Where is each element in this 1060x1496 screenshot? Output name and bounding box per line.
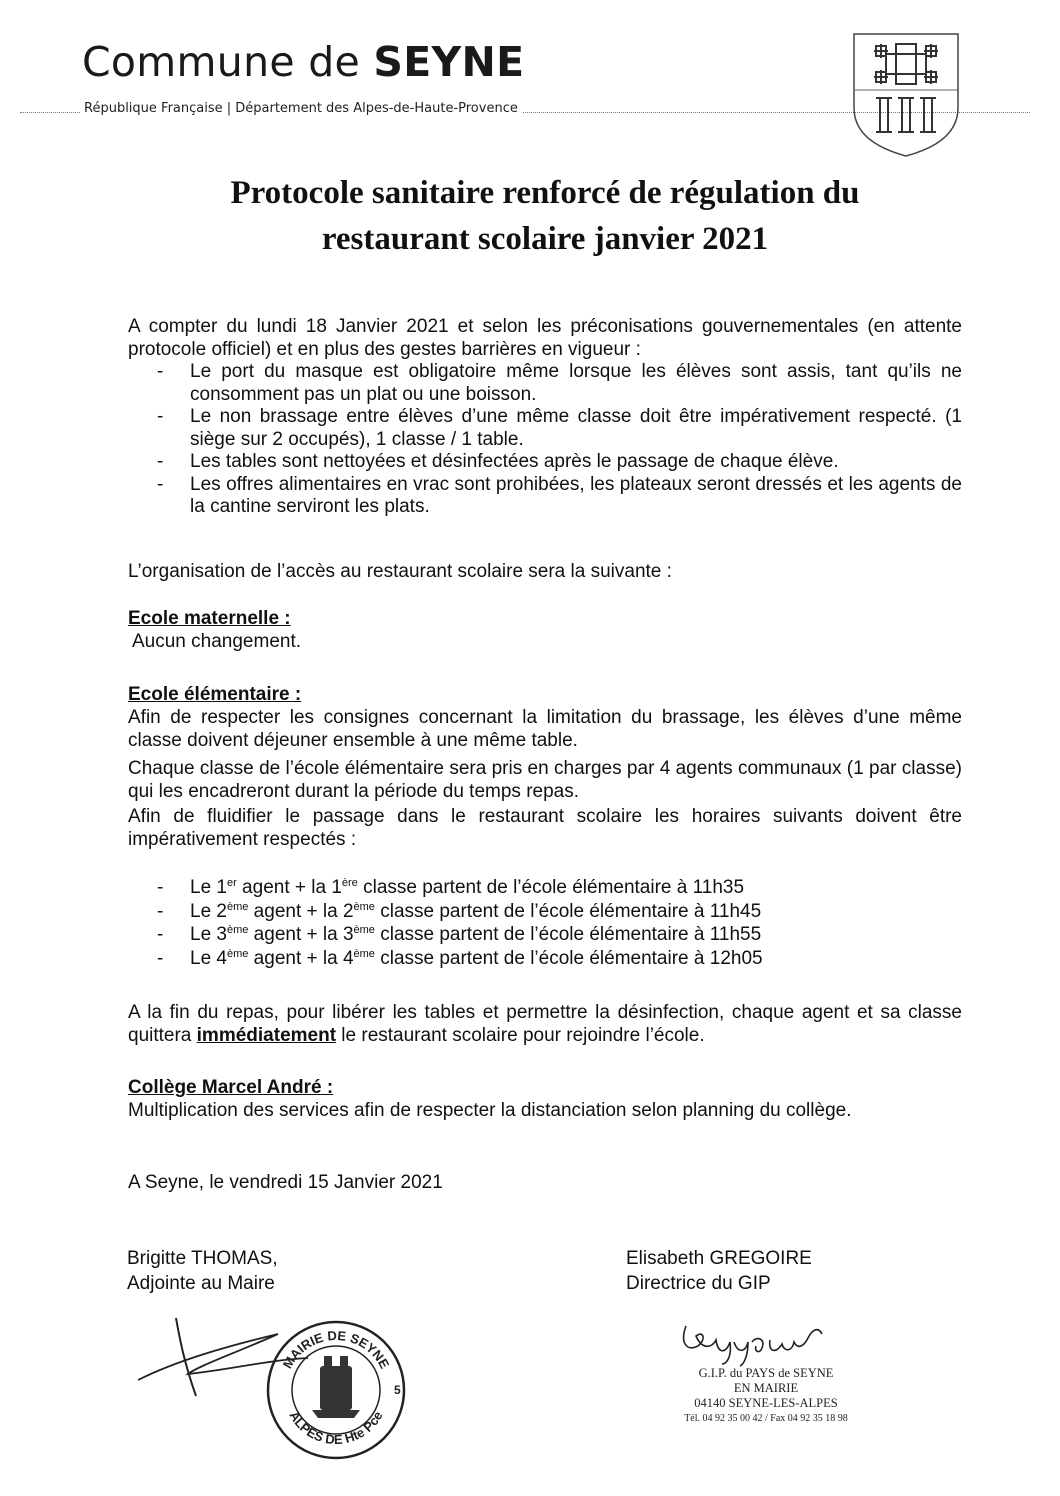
emphasis-immediatement: immédiatement [196, 1024, 337, 1046]
signatory-left [127, 1246, 278, 1296]
list-item: - Les offres alimentaires en vrac sont prohibées, les plateaux seront dressés et les agents de la cantine serviront les plats. [157, 474, 962, 519]
gip-stamp-line-4: Tél. 04 92 35 00 42 / Fax 04 92 35 18 98 [684, 1413, 848, 1424]
seal-top-text: MAIRIE DE SEYNE [279, 1327, 393, 1372]
signature-right-icon [676, 1312, 866, 1368]
mairie-seal-icon [264, 1318, 408, 1462]
gip-stamp-line-2: EN MAIRIE [733, 1381, 799, 1395]
intro-paragraph: A compter du lundi 18 Janvier 2021 et selon les préconisations gouvernementales (en attente protocole officiel) et en plus des gestes barrières en vigueur : [128, 316, 962, 360]
signatory-right-name: Elisabeth GREGOIRE [626, 1248, 812, 1269]
college-text: Multiplication des services afin de respecter la distanciation selon planning du collège. [128, 1100, 852, 1121]
measures-list [157, 361, 962, 519]
organisation-paragraph: L’organisation de l’accès au restaurant scolaire sera la suivante : [128, 561, 672, 582]
schedule-list [157, 876, 962, 970]
title-line-1: Protocole sanitaire renforcé de régulation du [230, 175, 860, 211]
gip-stamp-line-3: 04140 SEYNE-LES-ALPES [694, 1396, 838, 1410]
college-heading: Collège Marcel André : [128, 1077, 334, 1098]
seal-bottom-text: ALPES DE Hte Pce [286, 1408, 386, 1448]
header-subtitle: République Française | Département des Alpes-de-Haute-Provence [80, 101, 522, 116]
document-title [60, 170, 1030, 262]
elementaire-heading: Ecole élémentaire : [128, 684, 302, 705]
list-item: - Les tables sont nettoyées et désinfectées après le passage de chaque élève. [157, 451, 962, 474]
maternelle-heading: Ecole maternelle : [128, 608, 291, 629]
elementaire-paragraph-3: Afin de fluidifier le passage dans le restaurant scolaire les horaires suivants doivent être impérativement respectés : [128, 806, 962, 850]
date-line: A Seyne, le vendredi 15 Janvier 2021 [128, 1172, 443, 1193]
schedule-item: - Le 3ème agent + la 3ème classe partent de l’école élémentaire à 11h55 [157, 923, 962, 947]
gip-stamp [650, 1366, 882, 1426]
signatory-left-role: Adjointe au Maire [127, 1273, 275, 1294]
signatory-left-name: Brigitte THOMAS, [127, 1248, 278, 1269]
title-line-2: restaurant scolaire janvier 2021 [321, 221, 769, 257]
list-item: - Le port du masque est obligatoire même lorsque les élèves sont assis, tant qu’ils ne consomment pas un plat ou une boisson. [157, 361, 962, 406]
coat-of-arms-icon [848, 30, 964, 158]
elementaire-paragraph-1: Afin de respecter les consignes concernant la limitation du brassage, les élèves d’une même classe doivent déjeuner ensemble à une même table. [128, 707, 962, 751]
schedule-item: - Le 4ème agent + la 4ème classe partent de l’école élémentaire à 12h05 [157, 947, 962, 971]
schedule-item: - Le 2ème agent + la 2ème classe partent de l’école élémentaire à 11h45 [157, 900, 962, 924]
signatory-right [626, 1246, 812, 1296]
gip-stamp-line-1: G.I.P. du PAYS de SEYNE [698, 1366, 834, 1380]
seal-number: 5 [394, 1383, 401, 1397]
commune-title: Commune de SEYNE [82, 38, 525, 86]
end-of-meal-paragraph: A la fin du repas, pour libérer les tables et permettre la désinfection, chaque agent et sa classe quittera immédiatement le restaurant scolaire pour rejoindre l’école. [128, 1002, 962, 1046]
list-item: - Le non brassage entre élèves d’une même classe doit être impérativement respecté. (1 siège sur 2 occupés), 1 classe / 1 table. [157, 406, 962, 451]
schedule-item: - Le 1er agent + la 1ère classe partent de l’école élémentaire à 11h35 [157, 876, 962, 900]
signatory-right-role: Directrice du GIP [626, 1273, 771, 1294]
maternelle-text: Aucun changement. [132, 631, 302, 652]
elementaire-paragraph-2: Chaque classe de l’école élémentaire sera pris en charges par 4 agents communaux (1 par classe) qui les encadreront durant la période du temps repas. [128, 758, 962, 802]
